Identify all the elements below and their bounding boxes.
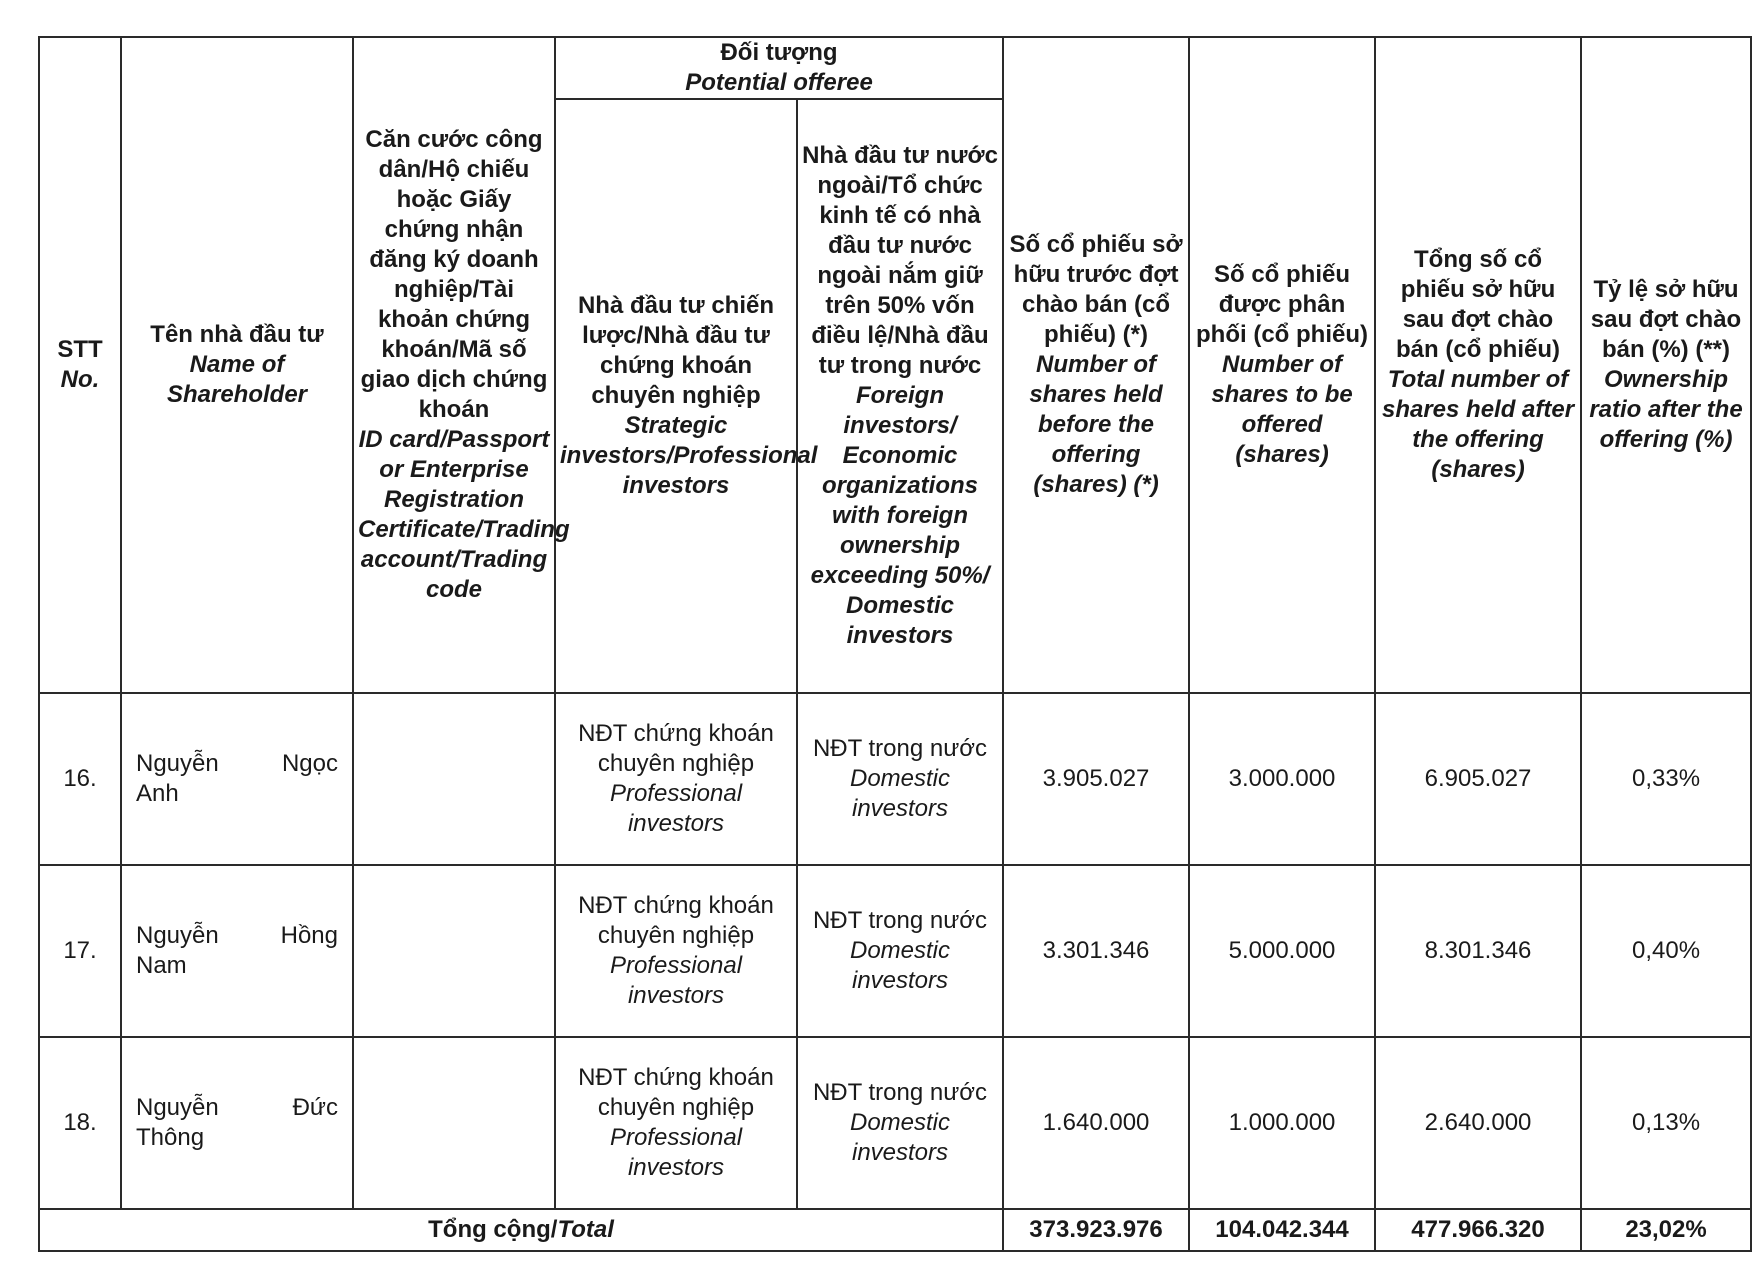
total-ownership-ratio: 23,02%	[1581, 1209, 1751, 1251]
shares-offered: 3.000.000	[1189, 693, 1375, 865]
header-shares-before: Số cổ phiếu sở hữu trước đợt chào bán (cổ phiếu) (*) Number of shares held before the offering (shares) (*)	[1003, 37, 1189, 693]
investor-type: NĐT chứng khoán chuyên nghiệp Professional investors	[555, 693, 797, 865]
total-row	[39, 1209, 1751, 1251]
shares-offered: 1.000.000	[1189, 1037, 1375, 1209]
row-number: 16.	[39, 693, 121, 865]
row-number: 17.	[39, 865, 121, 1037]
shares-before: 1.640.000	[1003, 1037, 1189, 1209]
header-foreign-domestic: Nhà đầu tư nước ngoài/Tổ chức kinh tế có nhà đầu tư nước ngoài nắm giữ trên 50% vốn điều lệ/Nhà đầu tư trong nước Foreign investors/ Economic organizations with foreign ownership exceeding 50%/ Domestic investors	[797, 99, 1003, 693]
investor-origin: NĐT trong nước Domestic investors	[797, 865, 1003, 1037]
investor-origin: NĐT trong nước Domestic investors	[797, 693, 1003, 865]
shares-offered: 5.000.000	[1189, 865, 1375, 1037]
total-shares-after: 477.966.320	[1375, 1209, 1581, 1251]
header-shares-offered: Số cổ phiếu được phân phối (cổ phiếu) Number of shares to be offered (shares)	[1189, 37, 1375, 693]
investor-name: Nguyễn Đức Thông	[121, 1037, 353, 1209]
id-cell	[353, 693, 555, 865]
investor-name: Nguyễn Ngọc Anh	[121, 693, 353, 865]
ownership-ratio: 0,13%	[1581, 1037, 1751, 1209]
investor-type: NĐT chứng khoán chuyên nghiệp Professional investors	[555, 865, 797, 1037]
header-offeree-group: Đối tượng Potential offeree	[555, 37, 1003, 99]
table-row	[39, 865, 1751, 1037]
header-stt: STT No.	[39, 37, 121, 693]
offering-table	[38, 36, 1752, 1252]
investor-type: NĐT chứng khoán chuyên nghiệp Professional investors	[555, 1037, 797, 1209]
shares-after: 2.640.000	[1375, 1037, 1581, 1209]
header-id: Căn cước công dân/Hộ chiếu hoặc Giấy chứng nhận đăng ký doanh nghiệp/Tài khoản chứng khoán/Mã số giao dịch chứng khoán ID card/Passport or Enterprise Registration Certificate/Trading account/Trading code	[353, 37, 555, 693]
header-shares-after: Tổng số cổ phiếu sở hữu sau đợt chào bán (cổ phiếu) Total number of shares held after the offering (shares)	[1375, 37, 1581, 693]
header-ownership-ratio: Tỷ lệ sở hữu sau đợt chào bán (%) (**) Ownership ratio after the offering (%)	[1581, 37, 1751, 693]
investor-name: Nguyễn Hồng Nam	[121, 865, 353, 1037]
total-shares-offered: 104.042.344	[1189, 1209, 1375, 1251]
row-number: 18.	[39, 1037, 121, 1209]
total-label: Tổng cộng/Total	[39, 1209, 1003, 1251]
table-row	[39, 693, 1751, 865]
ownership-ratio: 0,33%	[1581, 693, 1751, 865]
header-strategic: Nhà đầu tư chiến lược/Nhà đầu tư chứng khoán chuyên nghiệp Strategic investors/Professional investors	[555, 99, 797, 693]
investor-origin: NĐT trong nước Domestic investors	[797, 1037, 1003, 1209]
header-name: Tên nhà đầu tư Name of Shareholder	[121, 37, 353, 693]
shares-before: 3.301.346	[1003, 865, 1189, 1037]
ownership-ratio: 0,40%	[1581, 865, 1751, 1037]
shares-after: 6.905.027	[1375, 693, 1581, 865]
shares-before: 3.905.027	[1003, 693, 1189, 865]
shares-after: 8.301.346	[1375, 865, 1581, 1037]
id-cell	[353, 865, 555, 1037]
id-cell	[353, 1037, 555, 1209]
table-row	[39, 1037, 1751, 1209]
total-shares-before: 373.923.976	[1003, 1209, 1189, 1251]
